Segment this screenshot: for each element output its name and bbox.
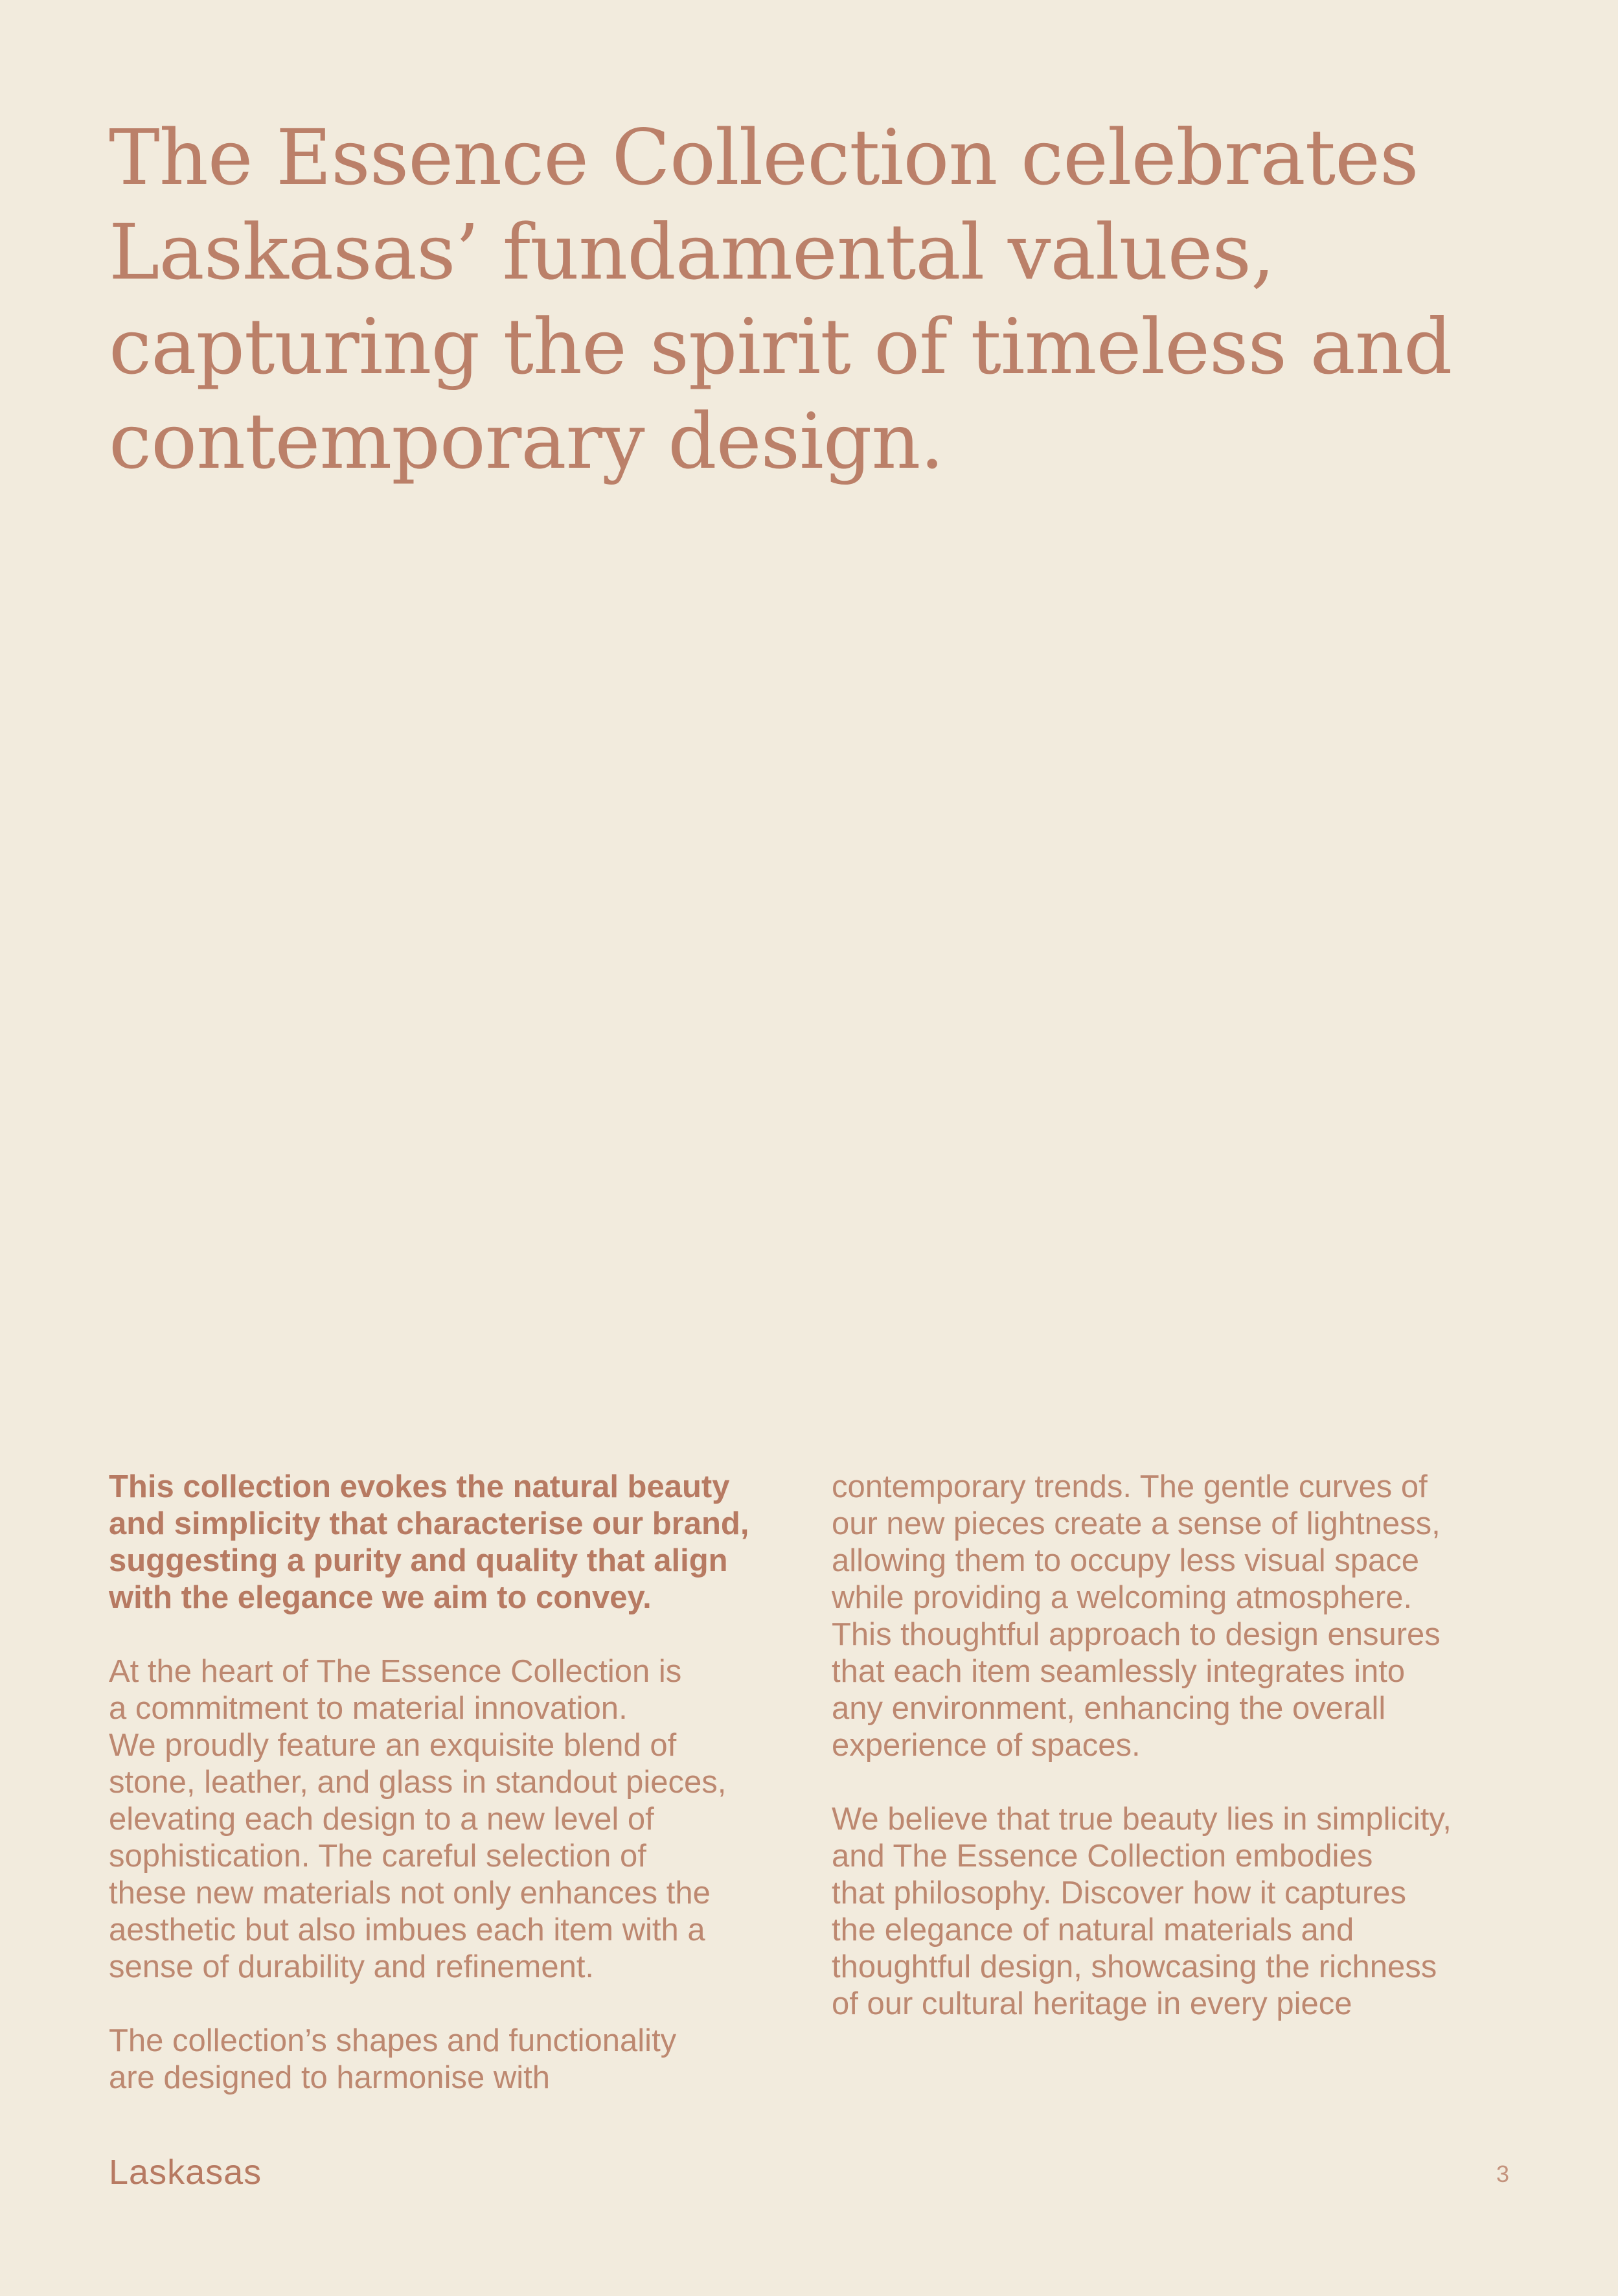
headline-line: capturing the spirit of timeless and — [109, 302, 1452, 391]
lead-line: and simplicity that characterise our brand, — [109, 1506, 749, 1541]
body-line: This thoughtful approach to design ensures — [832, 1617, 1441, 1652]
page-number: 3 — [1496, 2161, 1509, 2187]
body-line: and The Essence Collection embodies — [832, 1839, 1373, 1874]
headline-line: Laskasas’ fundamental values, — [109, 207, 1275, 297]
body-line: a commitment to material innovation. — [109, 1691, 628, 1726]
body-line: elevating each design to a new level of — [109, 1802, 654, 1837]
body-line: sophistication. The careful selection of — [109, 1839, 646, 1874]
body-line: stone, leather, and glass in standout pieces, — [109, 1765, 727, 1800]
body-line: The collection’s shapes and functionality — [109, 2023, 677, 2058]
brand-logo: Laskasas — [109, 2153, 262, 2192]
body-line: our new pieces create a sense of lightness, — [832, 1506, 1441, 1541]
body-paragraph — [832, 1801, 1518, 2023]
body-line: contemporary trends. The gentle curves of — [832, 1469, 1428, 1504]
lead-line: This collection evokes the natural beauty — [109, 1469, 730, 1504]
body-line: any environment, enhancing the overall — [832, 1691, 1386, 1726]
headline-line: contemporary design. — [109, 396, 944, 486]
body-line: are designed to harmonise with — [109, 2060, 550, 2095]
body-line: thoughtful design, showcasing the richness — [832, 1949, 1437, 1984]
body-line: aesthetic but also imbues each item with a — [109, 1912, 705, 1947]
body-line: that philosophy. Discover how it captures — [832, 1876, 1406, 1911]
body-line: experience of spaces. — [832, 1728, 1141, 1763]
body-paragraph — [832, 1469, 1518, 1764]
headline-line: The Essence Collection celebrates — [109, 113, 1419, 202]
lead-paragraph — [109, 1469, 795, 1616]
body-paragraph — [109, 1653, 795, 1986]
left-text-column — [109, 1469, 795, 2133]
body-paragraph — [109, 2023, 795, 2096]
body-line: the elegance of natural materials and — [832, 1912, 1354, 1947]
body-line: At the heart of The Essence Collection is — [109, 1654, 682, 1689]
body-line: of our cultural heritage in every piece — [832, 1986, 1352, 2021]
body-line: these new materials not only enhances the — [109, 1876, 711, 1911]
body-line: sense of durability and refinement. — [109, 1949, 595, 1984]
body-line: while providing a welcoming atmosphere. — [832, 1580, 1413, 1615]
body-line: We proudly feature an exquisite blend of — [109, 1728, 677, 1763]
lead-line: with the elegance we aim to convey. — [109, 1580, 652, 1615]
right-text-column — [832, 1469, 1518, 2060]
page-title — [109, 110, 1534, 488]
body-line: We believe that true beauty lies in simplicity, — [832, 1802, 1452, 1837]
lead-line: suggesting a purity and quality that align — [109, 1543, 728, 1578]
body-line: allowing them to occupy less visual space — [832, 1543, 1419, 1578]
body-line: that each item seamlessly integrates into — [832, 1654, 1406, 1689]
